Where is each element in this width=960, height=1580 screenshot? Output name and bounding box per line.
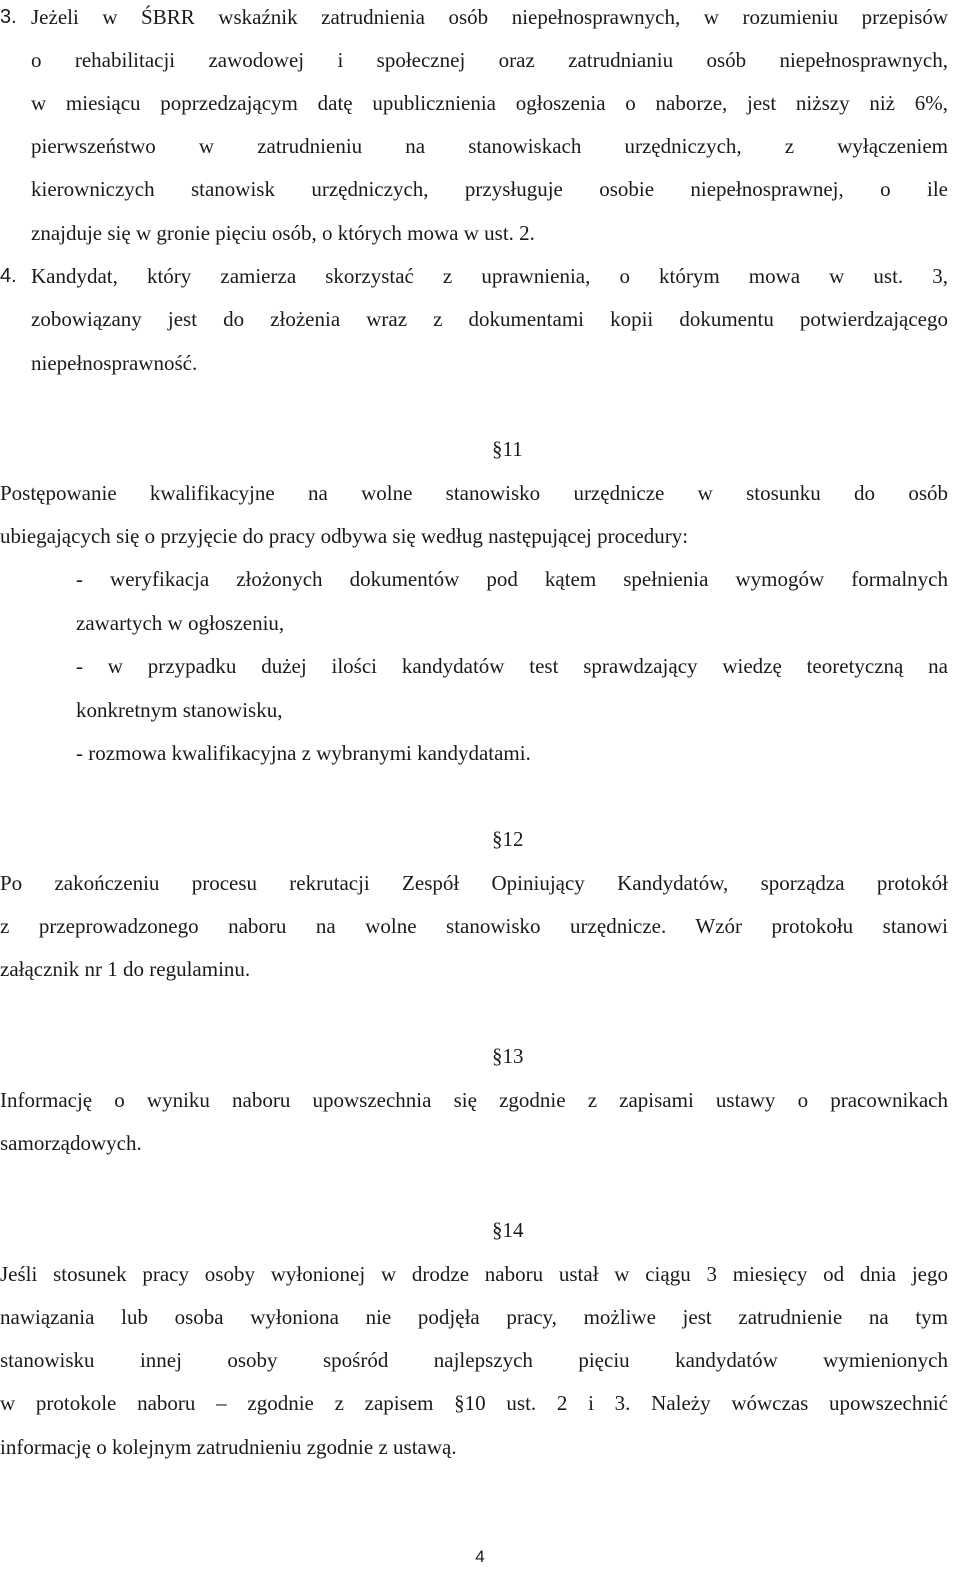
page-number: 4 <box>475 1547 485 1566</box>
section-11-heading: §11 <box>492 437 523 461</box>
section-11-bullet: - weryfikacja złożonych dokumentów pod kątem spełnienia wymogów formalnych <box>76 567 948 591</box>
section-13-heading: §13 <box>492 1044 524 1068</box>
item-3-number: 3. <box>0 6 17 28</box>
section-11-line: Postępowanie kwalifikacyjne na wolne stanowisko urzędnicze w stosunku do osób <box>0 481 948 505</box>
section-11-bullet-cont: zawartych w ogłoszeniu, <box>76 611 285 635</box>
section-14-heading: §14 <box>492 1218 524 1242</box>
item-4-line: Kandydat, który zamierza skorzystać z uprawnienia, o którym mowa w ust. 3, <box>31 264 948 288</box>
item-3-line: znajduje się w gronie pięciu osób, o których mowa w ust. 2. <box>31 221 535 245</box>
section-12-line: z przeprowadzonego naboru na wolne stanowisko urzędnicze. Wzór protokołu stanowi <box>0 914 948 938</box>
section-13-line: Informację o wyniku naboru upowszechnia się zgodnie z zapisami ustawy o pracownikach <box>0 1088 948 1112</box>
item-3-line: o rehabilitacji zawodowej i społecznej oraz zatrudnianiu osób niepełnosprawnych, <box>31 48 948 72</box>
item-4-number: 4. <box>0 265 17 287</box>
section-11-bullet: - rozmowa kwalifikacyjna z wybranymi kandydatami. <box>76 741 531 765</box>
item-4-line: zobowiązany jest do złożenia wraz z dokumentami kopii dokumentu potwierdzającego <box>31 307 948 331</box>
section-14-line: Jeśli stosunek pracy osoby wyłonionej w drodze naboru ustał w ciągu 3 miesięcy od dnia jego <box>0 1262 948 1286</box>
section-11-bullet: - w przypadku dużej ilości kandydatów test sprawdzający wiedzę teoretyczną na <box>76 654 948 678</box>
section-14-line: w protokole naboru – zgodnie z zapisem §10 ust. 2 i 3. Należy wówczas upowszechnić <box>0 1391 948 1415</box>
item-3-line: pierwszeństwo w zatrudnieniu na stanowiskach urzędniczych, z wyłączeniem <box>31 134 948 158</box>
section-14-line: informację o kolejnym zatrudnieniu zgodnie z ustawą. <box>0 1435 457 1459</box>
section-12-heading: §12 <box>492 827 524 851</box>
section-11-line: ubiegających się o przyjęcie do pracy odbywa się według następującej procedury: <box>0 524 689 548</box>
section-12-line: załącznik nr 1 do regulaminu. <box>0 957 251 981</box>
section-11-bullet-cont: konkretnym stanowisku, <box>76 698 283 722</box>
section-14-line: stanowisku innej osoby spośród najlepszych pięciu kandydatów wymienionych <box>0 1348 948 1372</box>
item-3-line: kierowniczych stanowisk urzędniczych, przysługuje osobie niepełnosprawnej, o ile <box>31 177 948 201</box>
item-3-line: w miesiącu poprzedzającym datę upublicznienia ogłoszenia o naborze, jest niższy niż 6%, <box>31 91 948 115</box>
item-4-line: niepełnosprawność. <box>31 351 198 375</box>
section-14-line: nawiązania lub osoba wyłoniona nie podjęła pracy, możliwe jest zatrudnienie na tym <box>0 1305 948 1329</box>
section-12-line: Po zakończeniu procesu rekrutacji Zespół Opiniujący Kandydatów, sporządza protokół <box>0 871 948 895</box>
section-13-line: samorządowych. <box>0 1131 142 1155</box>
item-3-line: Jeżeli w ŚBRR wskaźnik zatrudnienia osób niepełnosprawnych, w rozumieniu przepisów <box>31 5 948 29</box>
